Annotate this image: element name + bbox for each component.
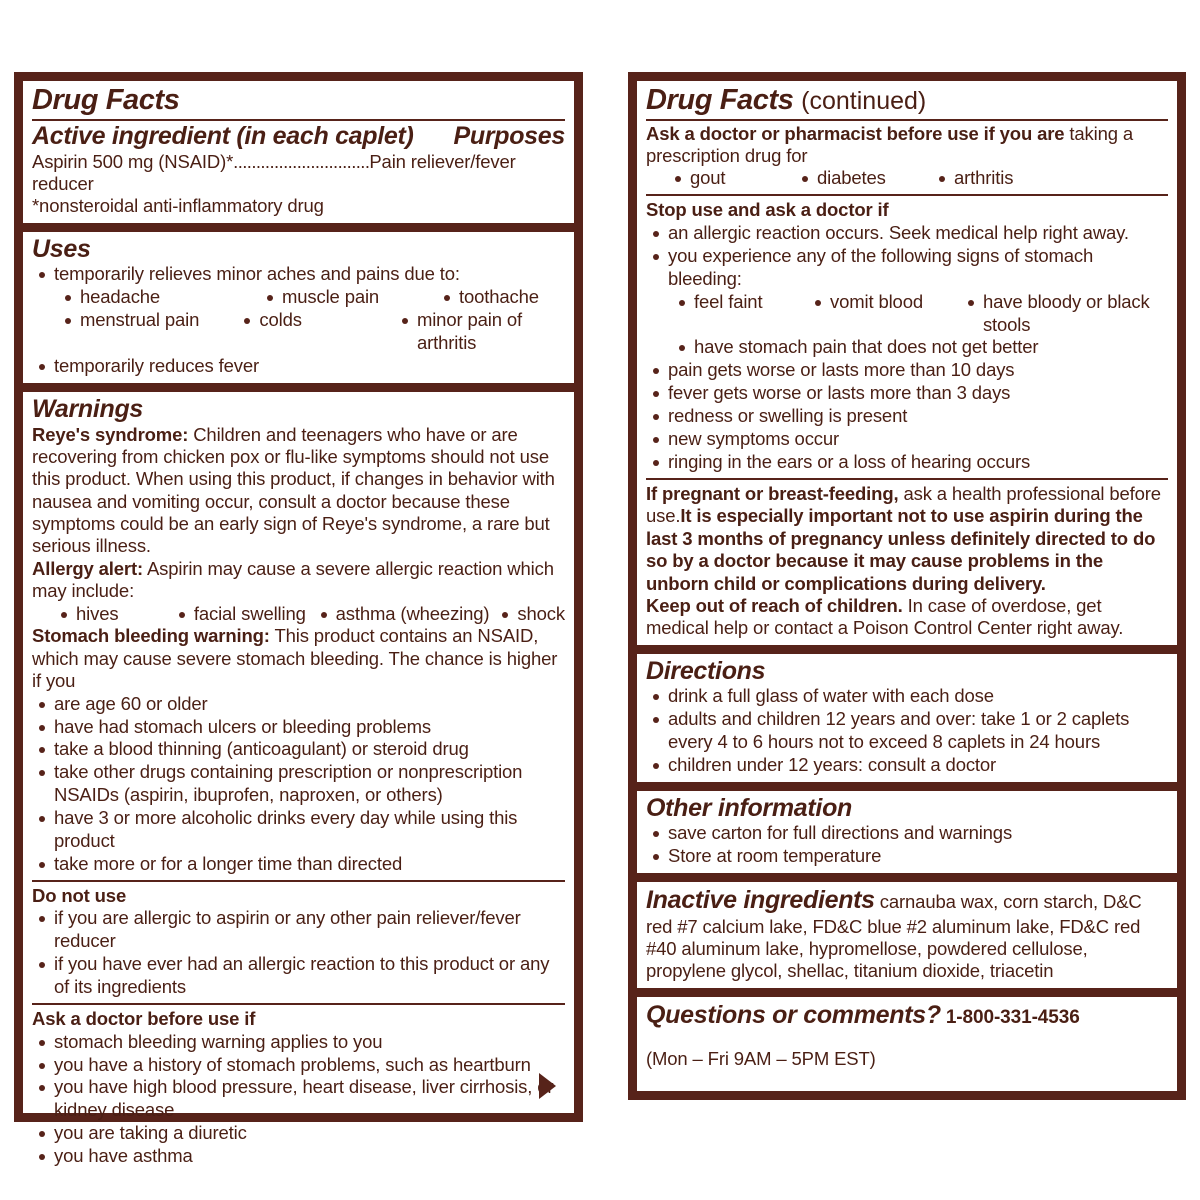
list-item: minor pain of arthritis: [395, 309, 565, 355]
section-uses: [23, 223, 574, 383]
list-item: gout: [668, 167, 795, 190]
list-item: are age 60 or older: [32, 693, 565, 716]
list-item: adults and children 12 years and over: take 1 or 2 caplets every 4 to 6 hours not to exceed 8 caplets in 24 hours: [646, 708, 1168, 754]
stop-use-list: [646, 222, 1168, 291]
reyes-label: Reye's syndrome:: [32, 423, 189, 445]
stomach-bleeding-signs-row-1: [646, 291, 1168, 337]
pregnancy-bold-rest: It is especially important not to use aspirin during the last 3 months of pregnancy unless definitely directed to do so by a doctor because it may cause problems in the unborn child or complications during delivery.: [646, 505, 1156, 594]
list-item: headache: [58, 286, 260, 309]
inactive-ingredients-text: [646, 885, 1168, 982]
uses-sub-row-1: [32, 286, 565, 309]
pregnancy-normal: ask a health professional before use.: [646, 483, 1161, 527]
list-item: vomit blood: [808, 291, 961, 337]
inactive-ingredients-list: carnauba wax, corn starch, D&C red #7 calcium lake, FD&C blue #2 aluminum lake, FD&C red #40 aluminum lake, hypromellose, powdered cellulose, propylene glycol, shellac, titanium dioxide, triacetin: [646, 891, 1142, 982]
list-item: you have high blood pressure, heart disease, liver cirrhosis, or kidney disease: [32, 1076, 565, 1122]
stomach-bleeding-signs-row-2: [646, 336, 1168, 359]
stomach-risk-list: [32, 693, 565, 877]
list-item: Store at room temperature: [646, 845, 1168, 868]
list-item: hives: [54, 603, 172, 626]
list-item: take more or for a longer time than directed: [32, 853, 565, 876]
do-not-use-heading: Do not use: [32, 885, 127, 907]
divider-thin: [646, 478, 1168, 480]
uses-sub-row-2: [32, 309, 565, 355]
list-item: facial swelling: [172, 603, 314, 626]
leader-dots: ..............................: [233, 150, 370, 172]
ask-doctor-heading: Ask a doctor before use if: [32, 1008, 256, 1030]
divider-thin: [32, 119, 565, 121]
list-item: toothache: [437, 286, 539, 309]
purposes-heading: Purposes: [453, 121, 565, 150]
drug-facts-panel-right: [628, 72, 1186, 1100]
section-active-ingredient: [23, 81, 574, 223]
divider-thin: [646, 194, 1168, 196]
list-item: new symptoms occur: [646, 428, 1168, 451]
questions-heading: Questions or comments?: [646, 1000, 941, 1029]
list-item: arthritis: [932, 167, 1013, 190]
directions-heading: Directions: [646, 656, 766, 685]
list-item: have stomach pain that does not get better: [672, 336, 1038, 359]
list-item: menstrual pain: [58, 309, 237, 355]
inactive-ingredients-heading: Inactive ingredients: [646, 886, 875, 915]
list-item: pain gets worse or lasts more than 10 days: [646, 359, 1168, 382]
list-item: if you have ever had an allergic reaction to this product or any of its ingredients: [32, 953, 565, 999]
list-item: children under 12 years: consult a doctor: [646, 754, 1168, 777]
stop-use-heading: Stop use and ask a doctor if: [646, 199, 889, 221]
list-item: you experience any of the following signs of stomach bleeding:: [646, 245, 1168, 291]
page-title-continued: [646, 85, 1168, 116]
list-item: fever gets worse or lasts more than 3 days: [646, 382, 1168, 405]
do-not-use-list: [32, 907, 565, 999]
other-information-heading: Other information: [646, 793, 853, 822]
list-item: save carton for full directions and warnings: [646, 822, 1168, 845]
uses-list-2: [32, 355, 565, 378]
list-item: muscle pain: [260, 286, 437, 309]
list-item: diabetes: [795, 167, 932, 190]
pregnancy-warning: [646, 483, 1168, 595]
list-item: take other drugs containing prescription or nonprescription NSAIDs (aspirin, ibuprofen, naproxen, or others): [32, 761, 565, 807]
list-item: ringing in the ears or a loss of hearing occurs: [646, 451, 1168, 474]
section-inactive-ingredients: [637, 873, 1177, 987]
list-item: redness or swelling is present: [646, 405, 1168, 428]
list-item: shock: [495, 603, 565, 626]
list-item: you are taking a diuretic: [32, 1122, 565, 1145]
divider-thin: [32, 880, 565, 882]
list-item: colds: [237, 309, 395, 355]
reyes-text: Children and teenagers who have or are recovering from chicken pox or flu-like symptoms should not use this product. When using this product, if changes in behavior with nausea and vomiting occur, consult a doctor because these symptoms could be an early sign of Reye's syndrome, a rare but serious illness.: [32, 423, 555, 557]
ingredient-purpose: Pain reliever/fever reducer: [32, 150, 516, 195]
list-item: have 3 or more alcoholic drinks every day while using this product: [32, 807, 565, 853]
keep-out-label: Keep out of reach of children.: [646, 594, 903, 616]
list-item: feel faint: [672, 291, 808, 337]
section-warnings: [23, 383, 574, 1173]
list-item: drink a full glass of water with each dose: [646, 685, 1168, 708]
continuation-arrow-icon: [539, 1073, 556, 1099]
nsaid-footnote: *nonsteroidal anti-inflammatory drug: [32, 195, 324, 217]
section-questions: [637, 988, 1177, 1094]
ask-pharmacist-rest: taking a prescription drug for: [646, 122, 1134, 167]
prescription-drug-conditions-row: [646, 167, 1168, 190]
list-item: temporarily relieves minor aches and pains due to:: [32, 263, 565, 286]
list-item: asthma (wheezing): [314, 603, 496, 626]
keep-out-of-reach-warning: [646, 595, 1168, 640]
drug-facts-panel-left: [14, 72, 583, 1167]
allergy-text: Aspirin may cause a severe allergic reaction which may include:: [32, 557, 554, 602]
allergy-alert-warning: [32, 558, 565, 603]
allergy-symptoms-row: [32, 603, 565, 626]
page-title-text: Drug Facts: [646, 84, 794, 116]
section-directions: [637, 645, 1177, 782]
phone-number[interactable]: 1-800-331-4536: [945, 1006, 1080, 1028]
stomach-label: Stomach bleeding warning:: [32, 625, 270, 647]
continued-label: (continued): [801, 87, 927, 115]
active-ingredient-line: [32, 151, 565, 196]
ask-doctor-list: [32, 1031, 565, 1169]
list-item: temporarily reduces fever: [32, 355, 565, 378]
section-continued-warnings: [637, 81, 1177, 645]
business-hours: (Mon – Fri 9AM – 5PM EST): [646, 1048, 876, 1070]
list-item: have bloody or black stools: [961, 291, 1168, 337]
uses-list: [32, 263, 565, 286]
list-item: if you are allergic to aspirin or any other pain reliever/fever reducer: [32, 907, 565, 953]
divider-thin: [32, 1003, 565, 1005]
allergy-label: Allergy alert:: [32, 557, 143, 579]
reyes-syndrome-warning: [32, 424, 565, 558]
keep-out-text: In case of overdose, get medical help or contact a Poison Control Center right away.: [646, 594, 1124, 639]
list-item: an allergic reaction occurs. Seek medical help right away.: [646, 222, 1168, 245]
section-other-information: [637, 782, 1177, 873]
pregnancy-label: If pregnant or breast-feeding,: [646, 483, 899, 505]
ask-pharmacist-label: Ask a doctor or pharmacist before use if you are: [646, 122, 1065, 144]
stop-use-list-continued: [646, 359, 1168, 474]
other-information-list: [646, 822, 1168, 868]
list-item: take a blood thinning (anticoagulant) or steroid drug: [32, 738, 565, 761]
ask-pharmacist-text: [646, 123, 1168, 168]
stomach-bleeding-warning: [32, 625, 565, 692]
active-ingredient-heading-row: [32, 123, 565, 150]
ingredient-name: Aspirin 500 mg (NSAID)*: [32, 150, 234, 172]
divider-thin: [646, 119, 1168, 121]
directions-list: [646, 685, 1168, 777]
active-ingredient-heading: Active ingredient (in each caplet): [32, 121, 414, 150]
warnings-heading: Warnings: [32, 395, 144, 424]
page-title: Drug Facts: [32, 84, 180, 116]
list-item: have had stomach ulcers or bleeding problems: [32, 716, 565, 739]
list-item: you have asthma: [32, 1145, 565, 1168]
list-item: stomach bleeding warning applies to you: [32, 1031, 565, 1054]
uses-heading: Uses: [32, 234, 91, 263]
questions-line: [646, 1000, 1168, 1030]
list-item: you have a history of stomach problems, such as heartburn: [32, 1054, 565, 1077]
stomach-text: This product contains an NSAID, which may cause severe stomach bleeding. The chance is higher if you: [32, 625, 558, 692]
